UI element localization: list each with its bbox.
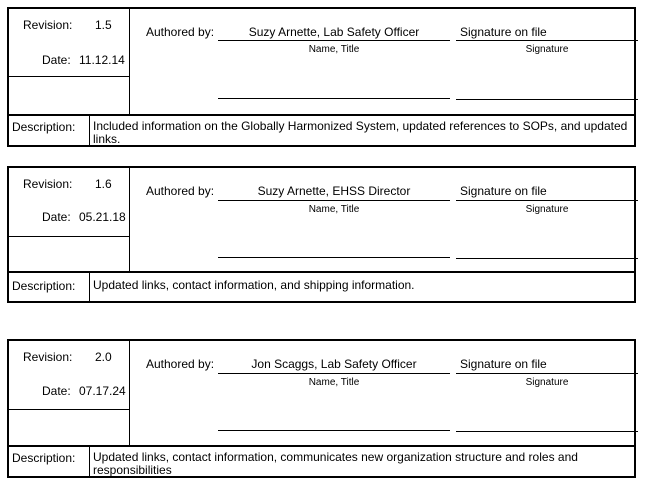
revision-number: 2.0 [95,350,112,364]
revision-block-1 [7,7,636,147]
signature-text: Signature on file [460,184,547,198]
revision-label: Revision: [23,177,73,191]
name-title-caption: Name, Title [308,377,360,388]
signature-bottom-line [456,431,638,432]
author-name-title: Suzy Arnette, Lab Safety Officer [248,25,420,39]
revision-block-3 [7,339,636,478]
date-label: Date: [42,210,71,224]
signature-caption: Signature [525,377,569,388]
author-name-title: Jon Scaggs, Lab Safety Officer [251,357,417,371]
description-row [9,271,634,303]
name-underline [218,200,450,201]
description-divider [89,273,90,303]
revision-number: 1.5 [95,18,112,32]
authored-by-label: Authored by: [146,25,215,39]
revision-label: Revision: [23,350,73,364]
signature-text: Signature on file [460,357,547,371]
description-text: Updated links, contact information, communicates new organization structure and roles and responsibilities [93,450,578,477]
revision-number: 1.6 [95,177,112,191]
description-label: Description: [12,120,76,134]
description-text: Included information on the Globally Harmonized System, updated references to SOPs, and updated links. [93,119,628,146]
left-column-divider [9,236,130,237]
signature-underline [456,200,638,201]
left-column-divider [9,76,130,77]
name-bottom-line [218,98,450,99]
signature-bottom-line [456,258,638,259]
description-divider [89,447,90,478]
revision-label: Revision: [23,18,73,32]
description-label: Description: [12,279,76,293]
signature-caption: Signature [525,44,569,55]
signature-caption: Signature [525,204,569,215]
revision-info-column [9,341,130,447]
signature-underline [456,40,638,41]
revision-date: 11.12.14 [79,53,125,67]
author-name-title: Suzy Arnette, EHSS Director [257,184,411,198]
date-label: Date: [42,384,71,398]
revision-date: 07.17.24 [79,384,126,398]
authored-by-label: Authored by: [146,357,215,371]
name-bottom-line [218,430,450,431]
revision-info-column [9,168,130,273]
name-title-caption: Name, Title [308,44,360,55]
name-underline [218,373,450,374]
revision-date: 05.21.18 [79,210,126,224]
left-column-divider [9,409,130,410]
authored-by-label: Authored by: [146,184,215,198]
description-divider [89,116,90,147]
date-label: Date: [42,53,71,67]
description-row [9,445,634,478]
description-label: Description: [12,451,76,465]
revision-block-2 [7,166,636,303]
name-title-caption: Name, Title [308,204,360,215]
name-underline [218,40,450,41]
name-bottom-line [218,257,450,258]
signature-underline [456,373,638,374]
signature-bottom-line [456,99,638,100]
description-row [9,114,634,147]
description-text: Updated links, contact information, and shipping information. [93,278,415,292]
revision-info-column [9,9,130,116]
signature-text: Signature on file [460,25,547,39]
